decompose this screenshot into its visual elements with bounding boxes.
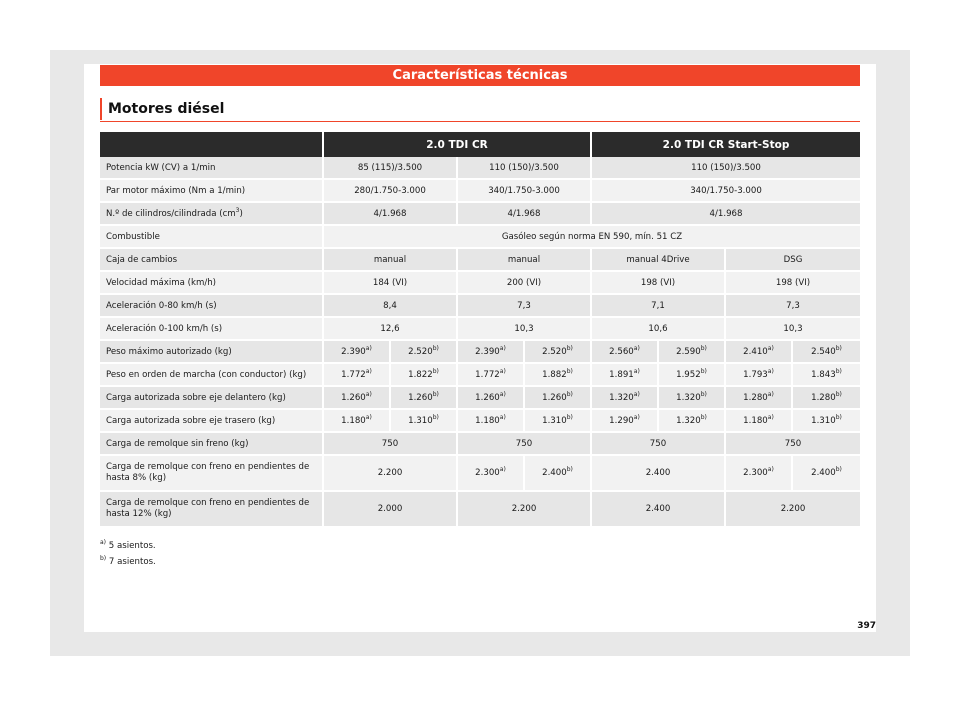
table-cell xyxy=(726,492,860,528)
table-cell xyxy=(592,433,726,456)
footnote-ref: b) xyxy=(566,390,573,398)
cell-value: 2.520 xyxy=(542,346,567,357)
cell-value: 1.772 xyxy=(341,369,366,380)
header-cell-empty xyxy=(100,132,324,157)
footnotes xyxy=(100,538,156,570)
footnote-ref: a) xyxy=(767,466,774,474)
cell-value: 340/1.750-3.000 xyxy=(488,185,560,196)
table-cell xyxy=(592,180,860,203)
table-cell xyxy=(592,387,659,410)
table-cell xyxy=(324,341,391,364)
table-cell xyxy=(726,341,793,364)
cell-value: 2.590 xyxy=(676,346,701,357)
footnote-ref: a) xyxy=(499,413,506,421)
table-cell xyxy=(391,341,458,364)
footnote-ref: a) xyxy=(499,344,506,352)
row-label xyxy=(100,456,324,492)
cell-value: 750 xyxy=(381,438,399,449)
table-cell xyxy=(525,387,592,410)
cell-value: 2.390 xyxy=(341,346,366,357)
row-label-text: N.º de cilindros/cilindrada (cm xyxy=(106,208,236,219)
cell-value: 1.320 xyxy=(609,392,634,403)
table-cell xyxy=(324,410,391,433)
table-cell xyxy=(793,364,860,387)
footnote-ref: b) xyxy=(700,367,707,375)
footnote-ref: a) xyxy=(767,367,774,375)
cell-value: 198 (VI) xyxy=(640,277,676,288)
footnote-ref: a) xyxy=(365,390,372,398)
table-cell xyxy=(793,387,860,410)
table-cell xyxy=(458,364,525,387)
footnote-a xyxy=(100,538,156,554)
table-cell xyxy=(592,157,860,180)
cell-value: 10,6 xyxy=(648,323,668,334)
cell-value: 1.822 xyxy=(408,369,433,380)
table-row xyxy=(100,318,860,341)
footnote-ref: b) xyxy=(835,344,842,352)
table-row xyxy=(100,203,860,226)
table-cell xyxy=(458,157,592,180)
row-label-superscript: 3 xyxy=(235,206,240,214)
cell-value: 2.400 xyxy=(645,504,671,514)
cell-value: 1.320 xyxy=(676,415,701,426)
table-cell xyxy=(391,364,458,387)
table-cell xyxy=(324,249,458,272)
table-cell xyxy=(726,364,793,387)
footnote-mark: b) xyxy=(100,555,107,563)
cell-value: 110 (150)/3.500 xyxy=(691,162,761,173)
table-body xyxy=(100,157,860,528)
table-cell xyxy=(324,203,458,226)
cell-value: 2.400 xyxy=(542,468,567,478)
table-cell xyxy=(324,387,391,410)
cell-value: 85 (115)/3.500 xyxy=(357,162,423,173)
table-cell xyxy=(793,456,860,492)
table-cell xyxy=(592,249,726,272)
table-cell xyxy=(391,387,458,410)
table-cell xyxy=(458,387,525,410)
cell-value: 4/1.968 xyxy=(373,208,407,219)
row-label-text: Combustible xyxy=(106,231,160,242)
cell-value: 1.180 xyxy=(341,415,366,426)
footnote-ref: a) xyxy=(365,413,372,421)
cell-value: 8,4 xyxy=(383,300,397,311)
footnote-ref: b) xyxy=(835,466,842,474)
footnote-ref: b) xyxy=(566,344,573,352)
row-label xyxy=(100,249,324,272)
row-label-text: Carga de remolque sin freno (kg) xyxy=(106,438,249,449)
cell-value: 7,3 xyxy=(786,300,800,311)
cell-value: 4/1.968 xyxy=(709,208,743,219)
cell-value: 7,3 xyxy=(517,300,531,311)
row-label-text: Velocidad máxima (km/h) xyxy=(106,277,217,288)
cell-value: 1.310 xyxy=(542,415,567,426)
cell-value: manual xyxy=(373,254,407,265)
table-cell xyxy=(458,318,592,341)
cell-value: 184 (VI) xyxy=(372,277,408,288)
table-cell xyxy=(458,433,592,456)
footnote-ref: a) xyxy=(767,390,774,398)
cell-value: manual xyxy=(507,254,541,265)
table-cell xyxy=(324,295,458,318)
table-row xyxy=(100,272,860,295)
cell-value: 1.772 xyxy=(475,369,500,380)
table-cell xyxy=(659,341,726,364)
table-cell xyxy=(458,492,592,528)
table-cell xyxy=(726,433,860,456)
table-cell xyxy=(324,318,458,341)
cell-value: 2.410 xyxy=(743,346,768,357)
table-cell xyxy=(458,295,592,318)
table-cell xyxy=(726,318,860,341)
cell-value: 2.200 xyxy=(780,504,806,514)
table-cell xyxy=(592,456,726,492)
cell-value: 1.260 xyxy=(542,392,567,403)
cell-value: 340/1.750-3.000 xyxy=(690,185,762,196)
table-cell xyxy=(726,387,793,410)
cell-value: 1.260 xyxy=(341,392,366,403)
footnote-ref: a) xyxy=(365,344,372,352)
table-cell xyxy=(324,492,458,528)
cell-value: 2.560 xyxy=(609,346,634,357)
footnote-ref: a) xyxy=(633,367,640,375)
cell-value: 1.290 xyxy=(609,415,634,426)
cell-value: 1.260 xyxy=(475,392,500,403)
table-row xyxy=(100,180,860,203)
cell-value: 750 xyxy=(515,438,533,449)
row-label-text: Carga autorizada sobre eje delantero (kg) xyxy=(106,392,286,403)
table-cell xyxy=(592,492,726,528)
table-cell xyxy=(659,410,726,433)
cell-value: 2.400 xyxy=(811,468,836,478)
cell-value: 1.882 xyxy=(542,369,567,380)
table-row xyxy=(100,387,860,410)
cell-value: 198 (VI) xyxy=(775,277,811,288)
table-row xyxy=(100,410,860,433)
cell-value: 750 xyxy=(784,438,802,449)
table-cell xyxy=(793,341,860,364)
table-cell xyxy=(324,364,391,387)
footnote-ref: a) xyxy=(633,390,640,398)
cell-value: 1.891 xyxy=(609,369,634,380)
row-label xyxy=(100,433,324,456)
footnote-ref: b) xyxy=(432,413,439,421)
row-label xyxy=(100,492,324,528)
cell-value: 1.280 xyxy=(811,392,836,403)
row-label xyxy=(100,203,324,226)
cell-value: 200 (VI) xyxy=(506,277,542,288)
footnote-ref: a) xyxy=(633,344,640,352)
row-label xyxy=(100,272,324,295)
section-title: Motores diésel xyxy=(100,98,224,120)
table-cell xyxy=(592,341,659,364)
footnote-ref: b) xyxy=(566,413,573,421)
footnote-ref: a) xyxy=(499,367,506,375)
row-label xyxy=(100,226,324,249)
row-label xyxy=(100,295,324,318)
cell-value: 750 xyxy=(649,438,667,449)
cell-value: 2.400 xyxy=(645,468,671,478)
footnote-text: 7 asientos. xyxy=(108,557,156,567)
row-label-text: Aceleración 0-80 km/h (s) xyxy=(106,300,217,311)
table-cell xyxy=(525,364,592,387)
table-cell xyxy=(458,341,525,364)
table-row xyxy=(100,295,860,318)
table-cell xyxy=(592,364,659,387)
cell-value: 4/1.968 xyxy=(507,208,541,219)
table-row xyxy=(100,433,860,456)
chapter-header: Características técnicas xyxy=(100,65,860,86)
table-cell xyxy=(726,295,860,318)
table-cell xyxy=(726,272,860,295)
table-cell xyxy=(793,410,860,433)
footnote-ref: b) xyxy=(700,344,707,352)
row-label-text: Peso máximo autorizado (kg) xyxy=(106,346,232,357)
cell-value: 1.310 xyxy=(811,415,836,426)
row-label-text: Aceleración 0-100 km/h (s) xyxy=(106,323,223,334)
row-label xyxy=(100,387,324,410)
cell-value: 1.793 xyxy=(743,369,768,380)
cell-value: 2.200 xyxy=(377,468,403,478)
footnote-ref: a) xyxy=(633,413,640,421)
table-cell xyxy=(458,272,592,295)
cell-value: 2.390 xyxy=(475,346,500,357)
table-cell xyxy=(525,410,592,433)
row-label-text: Carga de remolque con freno en pendientes de hasta 12% (kg) xyxy=(106,498,310,519)
table-cell xyxy=(324,226,860,249)
table-cell xyxy=(324,433,458,456)
header-cell-tdi-cr-start-stop: 2.0 TDI CR Start-Stop xyxy=(592,132,860,157)
table-cell xyxy=(324,456,458,492)
table-cell xyxy=(391,410,458,433)
row-label-text: Carga de remolque con freno en pendientes de hasta 8% (kg) xyxy=(106,462,310,483)
section-divider xyxy=(100,121,860,122)
table-cell xyxy=(659,364,726,387)
table-cell xyxy=(458,410,525,433)
footnote-ref: b) xyxy=(566,367,573,375)
cell-value: 1.260 xyxy=(408,392,433,403)
row-label-text: Par motor máximo (Nm a 1/min) xyxy=(106,185,246,196)
cell-value: 1.843 xyxy=(811,369,836,380)
row-label xyxy=(100,364,324,387)
cell-value: 10,3 xyxy=(783,323,803,334)
footnote-text: 5 asientos. xyxy=(108,541,156,551)
table-row xyxy=(100,364,860,387)
table-cell xyxy=(324,157,458,180)
row-label-tail: ) xyxy=(239,208,243,219)
table-row xyxy=(100,341,860,364)
cell-value: 2.300 xyxy=(475,468,500,478)
cell-value: 2.200 xyxy=(511,504,537,514)
table-cell xyxy=(592,272,726,295)
footnote-ref: b) xyxy=(700,390,707,398)
header-cell-tdi-cr: 2.0 TDI CR xyxy=(324,132,592,157)
row-label-text: Caja de cambios xyxy=(106,254,178,265)
row-label xyxy=(100,318,324,341)
table-cell xyxy=(592,203,860,226)
row-label xyxy=(100,341,324,364)
engine-spec-table xyxy=(100,132,860,528)
table-row xyxy=(100,492,860,528)
table-cell xyxy=(324,272,458,295)
table-cell xyxy=(458,180,592,203)
table-row xyxy=(100,157,860,180)
cell-value: 1.310 xyxy=(408,415,433,426)
table-cell xyxy=(525,456,592,492)
cell-value: 7,1 xyxy=(651,300,665,311)
table-header-row xyxy=(100,132,860,157)
cell-value: DSG xyxy=(783,254,803,265)
table-cell xyxy=(324,180,458,203)
table-cell xyxy=(592,318,726,341)
table-cell xyxy=(525,341,592,364)
footnote-ref: b) xyxy=(700,413,707,421)
cell-value: 1.180 xyxy=(475,415,500,426)
row-label xyxy=(100,180,324,203)
table-cell xyxy=(726,249,860,272)
footnote-ref: a) xyxy=(499,466,506,474)
cell-value: 280/1.750-3.000 xyxy=(354,185,426,196)
table-cell xyxy=(458,456,525,492)
footnote-b xyxy=(100,554,156,570)
table-cell xyxy=(726,410,793,433)
footnote-ref: a) xyxy=(767,344,774,352)
table-cell xyxy=(592,410,659,433)
cell-value: 2.520 xyxy=(408,346,433,357)
table-cell xyxy=(659,387,726,410)
footnote-mark: a) xyxy=(100,539,107,547)
table-row xyxy=(100,249,860,272)
footnote-ref: b) xyxy=(835,367,842,375)
cell-value: 110 (150)/3.500 xyxy=(489,162,559,173)
footnote-ref: a) xyxy=(499,390,506,398)
cell-value: 12,6 xyxy=(380,323,400,334)
footnote-ref: b) xyxy=(835,413,842,421)
cell-value: manual 4Drive xyxy=(626,254,690,265)
cell-value: 2.000 xyxy=(377,504,403,514)
cell-value: Gasóleo según norma EN 590, mín. 51 CZ xyxy=(501,231,683,242)
row-label xyxy=(100,157,324,180)
table-cell xyxy=(458,249,592,272)
footnote-ref: b) xyxy=(835,390,842,398)
cell-value: 2.540 xyxy=(811,346,836,357)
cell-value: 1.320 xyxy=(676,392,701,403)
cell-value: 10,3 xyxy=(514,323,534,334)
table-cell xyxy=(458,203,592,226)
footnote-ref: b) xyxy=(432,344,439,352)
cell-value: 1.180 xyxy=(743,415,768,426)
footnote-ref: b) xyxy=(432,367,439,375)
table-row xyxy=(100,226,860,249)
page-number: 397 xyxy=(857,621,876,631)
cell-value: 2.300 xyxy=(743,468,768,478)
table-cell xyxy=(592,295,726,318)
table-row xyxy=(100,456,860,492)
footnote-ref: b) xyxy=(432,390,439,398)
cell-value: 1.280 xyxy=(743,392,768,403)
cell-value: 1.952 xyxy=(676,369,701,380)
row-label xyxy=(100,410,324,433)
table-cell xyxy=(726,456,793,492)
footnote-ref: a) xyxy=(767,413,774,421)
footnote-ref: b) xyxy=(566,466,573,474)
row-label-text: Carga autorizada sobre eje trasero (kg) xyxy=(106,415,276,426)
row-label-text: Peso en orden de marcha (con conductor) (kg) xyxy=(106,369,307,380)
row-label-text: Potencia kW (CV) a 1/min xyxy=(106,162,216,173)
footnote-ref: a) xyxy=(365,367,372,375)
